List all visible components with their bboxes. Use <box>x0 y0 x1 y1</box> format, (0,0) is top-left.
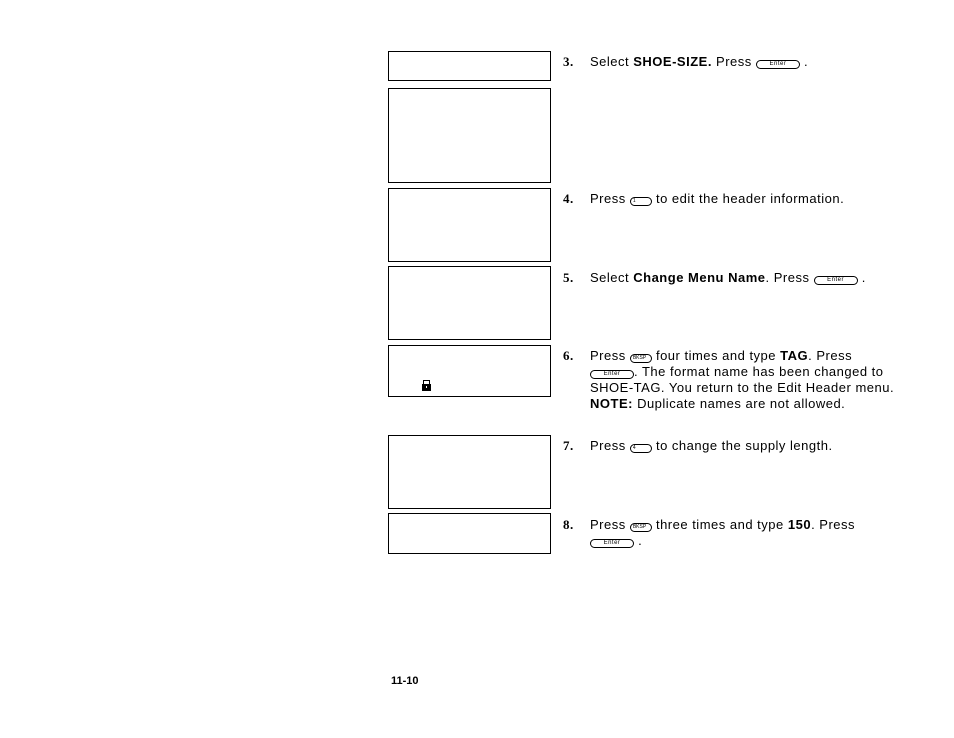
step-5: 5. Select Change Menu Name. Press Enter . <box>563 270 866 285</box>
step-number: 4. <box>563 191 574 206</box>
enter-key-icon: Enter <box>590 370 634 379</box>
step-number: 7. <box>563 438 574 453</box>
one-key-icon: 1 <box>630 197 652 206</box>
note-label: NOTE: <box>590 396 633 411</box>
display-screen-2 <box>388 88 551 183</box>
display-screen-1 <box>388 51 551 81</box>
step-7: 7. Press 4 to change the supply length. <box>563 438 833 453</box>
step-number: 8. <box>563 517 574 532</box>
page-number: 11-10 <box>391 675 419 687</box>
menu-option: SHOE-SIZE. <box>633 54 712 69</box>
backspace-key-icon: BKSP <box>630 523 652 532</box>
step-8: 8. Press BKSP three times and type 150. Press Enter . <box>563 517 856 548</box>
lock-icon <box>422 380 431 391</box>
menu-option: Change Menu Name <box>633 270 766 285</box>
enter-key-icon: Enter <box>756 60 800 69</box>
display-screen-3 <box>388 188 551 262</box>
step-3: 3. Select SHOE-SIZE. Press Enter . <box>563 54 809 69</box>
four-key-icon: 4 <box>630 444 652 453</box>
display-screen-4 <box>388 266 551 340</box>
step-number: 6. <box>563 348 574 363</box>
note-text: Duplicate names are not allowed. <box>632 396 846 411</box>
backspace-key-icon: BKSP <box>630 354 652 363</box>
step-4: 4. Press 1 to edit the header information. <box>563 191 845 206</box>
step-6: 6. Press BKSP four times and type TAG. Press Enter . The format name has been changed to SHOE-TAG. You return to the Edit Header menu. NOTE: Duplicate names are not allowed. <box>563 348 895 411</box>
step-number: 5. <box>563 270 574 285</box>
enter-key-icon: Enter <box>590 539 634 548</box>
display-screen-7 <box>388 513 551 554</box>
enter-key-icon: Enter <box>814 276 858 285</box>
display-screen-6 <box>388 435 551 509</box>
step-number: 3. <box>563 54 574 69</box>
display-screen-5 <box>388 345 551 397</box>
